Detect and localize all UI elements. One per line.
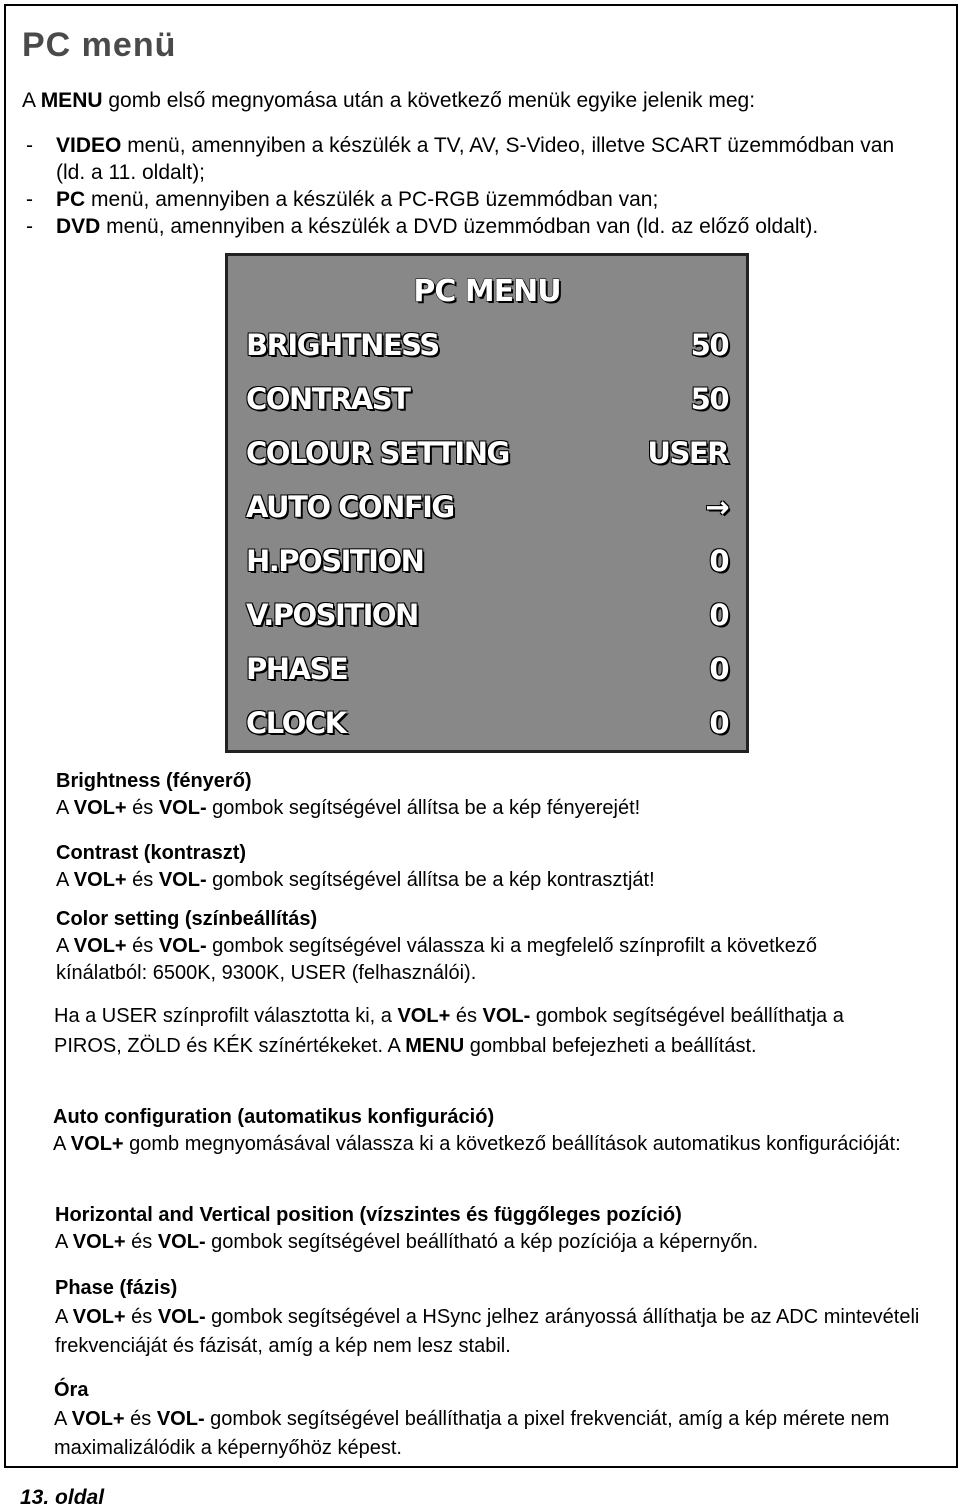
text: és — [126, 935, 159, 957]
section-position — [55, 1202, 935, 1256]
intro-pre: A — [22, 89, 41, 112]
bold-text: VOL- — [158, 797, 207, 819]
section-heading: Brightness (fényerő) — [56, 770, 252, 792]
page-number: 13. oldal — [20, 1486, 105, 1509]
osd-row-auto-config[interactable] — [246, 490, 728, 530]
bold-text: VOL+ — [70, 1133, 124, 1155]
section-color-setting — [56, 906, 846, 987]
text: gombbal befejezheti a beállítást. — [464, 1035, 757, 1057]
text: és — [125, 1306, 158, 1328]
section-heading: Óra — [54, 1379, 89, 1401]
list-item: - VIDEO menü, amennyiben a készülék a TV, AV, S-Video, illetve SCART üzemmódban van (ld. a 11. oldalt); — [26, 134, 895, 184]
menu-list — [22, 132, 922, 240]
text: gombok segítségével állítsa be a kép kontrasztját! — [206, 869, 655, 891]
osd-row-phase[interactable] — [246, 652, 728, 692]
osd-row-value: USER — [647, 436, 728, 470]
bold-text: VOL+ — [397, 1005, 451, 1027]
intro-bold: MENU — [40, 89, 103, 112]
section-heading: Phase (fázis) — [55, 1277, 178, 1299]
list-item-text: menü, amennyiben a készülék a TV, AV, S-Video, illetve SCART üzemmódban van (ld. a 11. oldalt); — [56, 134, 895, 184]
list-item: - PC menü, amennyiben a készülék a PC-RGB üzemmódban van; — [26, 188, 659, 211]
osd-row-label: V.POSITION — [246, 598, 418, 632]
osd-row-label: CLOCK — [246, 706, 346, 740]
osd-row-label: AUTO CONFIG — [246, 490, 454, 524]
text: gomb megnyomásával válassza ki a következő beállítások automatikus konfigurációját: — [123, 1133, 901, 1155]
osd-row-brightness[interactable] — [246, 328, 728, 368]
text: Ha a USER színprofilt választotta ki, a — [54, 1005, 398, 1027]
bold-text: VOL- — [482, 1005, 531, 1027]
section-heading: Color setting (színbeállítás) — [56, 908, 318, 930]
bold-text: VOL- — [156, 1408, 205, 1430]
text: és — [124, 1408, 157, 1430]
text: A — [55, 1231, 73, 1253]
bold-text: VOL+ — [73, 869, 127, 891]
bold-text: VOL+ — [71, 1408, 125, 1430]
osd-row-contrast[interactable] — [246, 382, 728, 422]
bold-text: VOL- — [157, 1306, 206, 1328]
section-clock — [54, 1376, 934, 1463]
osd-row-h-position[interactable] — [246, 544, 728, 584]
section-brightness — [56, 768, 936, 822]
osd-title: PC MENU — [413, 274, 561, 309]
text: és — [126, 869, 159, 891]
text: gombok segítségével válassza ki a megfelelő színprofilt a következő kínálatból: 6500K, 9300K, USER (felhasználói). — [56, 935, 817, 984]
pc-menu-osd — [225, 253, 749, 753]
bold-text: MENU — [405, 1035, 465, 1057]
section-body — [54, 1405, 934, 1463]
section-heading: Horizontal and Vertical position (vízszintes és függőleges pozíció) — [55, 1204, 682, 1226]
bold-text: VOL+ — [72, 1306, 126, 1328]
list-item-text: menü, amennyiben a készülék a DVD üzemmódban van (ld. az előző oldalt). — [100, 215, 819, 238]
bold-text: VOL- — [157, 1231, 206, 1253]
osd-row-label: PHASE — [246, 652, 348, 686]
text: A — [56, 797, 74, 819]
list-item-text: menü, amennyiben a készülék a PC-RGB üzemmódban van; — [85, 188, 659, 211]
section-heading: Contrast (kontraszt) — [56, 842, 247, 864]
bold-text: VOL+ — [73, 797, 127, 819]
section-heading: Auto configuration (automatikus konfiguráció) — [53, 1106, 495, 1128]
section-body — [55, 1229, 935, 1256]
text: A — [54, 1408, 72, 1430]
osd-row-colour-setting[interactable] — [246, 436, 728, 476]
section-body — [53, 1131, 913, 1158]
osd-row-label: H.POSITION — [246, 544, 424, 578]
osd-row-value: 0 — [709, 652, 728, 686]
section-body — [56, 867, 936, 894]
text: és — [126, 797, 159, 819]
text: A — [53, 1133, 71, 1155]
bold-text: VOL+ — [73, 935, 127, 957]
text: és — [450, 1005, 483, 1027]
text: A — [55, 1306, 73, 1328]
text: gombok segítségével a HSync jelhez arányossá állíthatja be az ADC mintevételi frekvenciáját és fázisát, amíg a kép nem lesz stabil. — [55, 1306, 920, 1357]
list-item: - DVD menü, amennyiben a készülék a DVD üzemmódban van (ld. az előző oldalt). — [26, 215, 819, 238]
section-phase — [55, 1274, 935, 1361]
text: gombok segítségével beállíthatja a PIROS, ZÖLD és KÉK színértékeket. A — [54, 1005, 844, 1057]
section-body — [54, 1001, 914, 1061]
bold-text: VOL- — [158, 935, 207, 957]
osd-row-label: CONTRAST — [246, 382, 410, 416]
intro-text — [22, 88, 755, 114]
bold-text: VOL+ — [72, 1231, 126, 1253]
osd-row-value: 50 — [690, 382, 728, 416]
osd-row-label: COLOUR SETTING — [246, 436, 509, 470]
osd-row-value: 0 — [709, 598, 728, 632]
section-body — [56, 933, 846, 987]
text: gombok segítségével állítsa be a kép fényerejét! — [206, 797, 641, 819]
osd-row-v-position[interactable] — [246, 598, 728, 638]
osd-row-clock[interactable] — [246, 706, 728, 746]
osd-row-label: BRIGHTNESS — [246, 328, 439, 362]
section-auto-config — [53, 1104, 913, 1158]
bold-text: VOL- — [158, 869, 207, 891]
section-body — [56, 795, 936, 822]
section-contrast — [56, 840, 936, 894]
section-body — [55, 1303, 935, 1361]
intro-post: gomb első megnyomása után a következő menük egyike jelenik meg: — [102, 89, 756, 112]
osd-row-value: 0 — [709, 706, 728, 740]
section-user-profile — [54, 1001, 914, 1061]
page-title: PC menü — [22, 26, 177, 64]
osd-row-value: 50 — [690, 328, 728, 362]
list-item-bold: PC — [56, 188, 86, 211]
text: és — [125, 1231, 158, 1253]
arrow-right-icon: → — [705, 490, 728, 524]
list-item-bold: DVD — [56, 215, 101, 238]
text: gombok segítségével beállítható a kép pozíciója a képernyőn. — [205, 1231, 759, 1253]
text: A — [56, 935, 74, 957]
text: gombok segítségével beállíthatja a pixel frekvenciát, amíg a kép mérete nem maximalizálódik a képernyőhöz képest. — [54, 1408, 890, 1459]
list-item-bold: VIDEO — [56, 134, 122, 157]
osd-row-value: 0 — [709, 544, 728, 578]
text: A — [56, 869, 74, 891]
